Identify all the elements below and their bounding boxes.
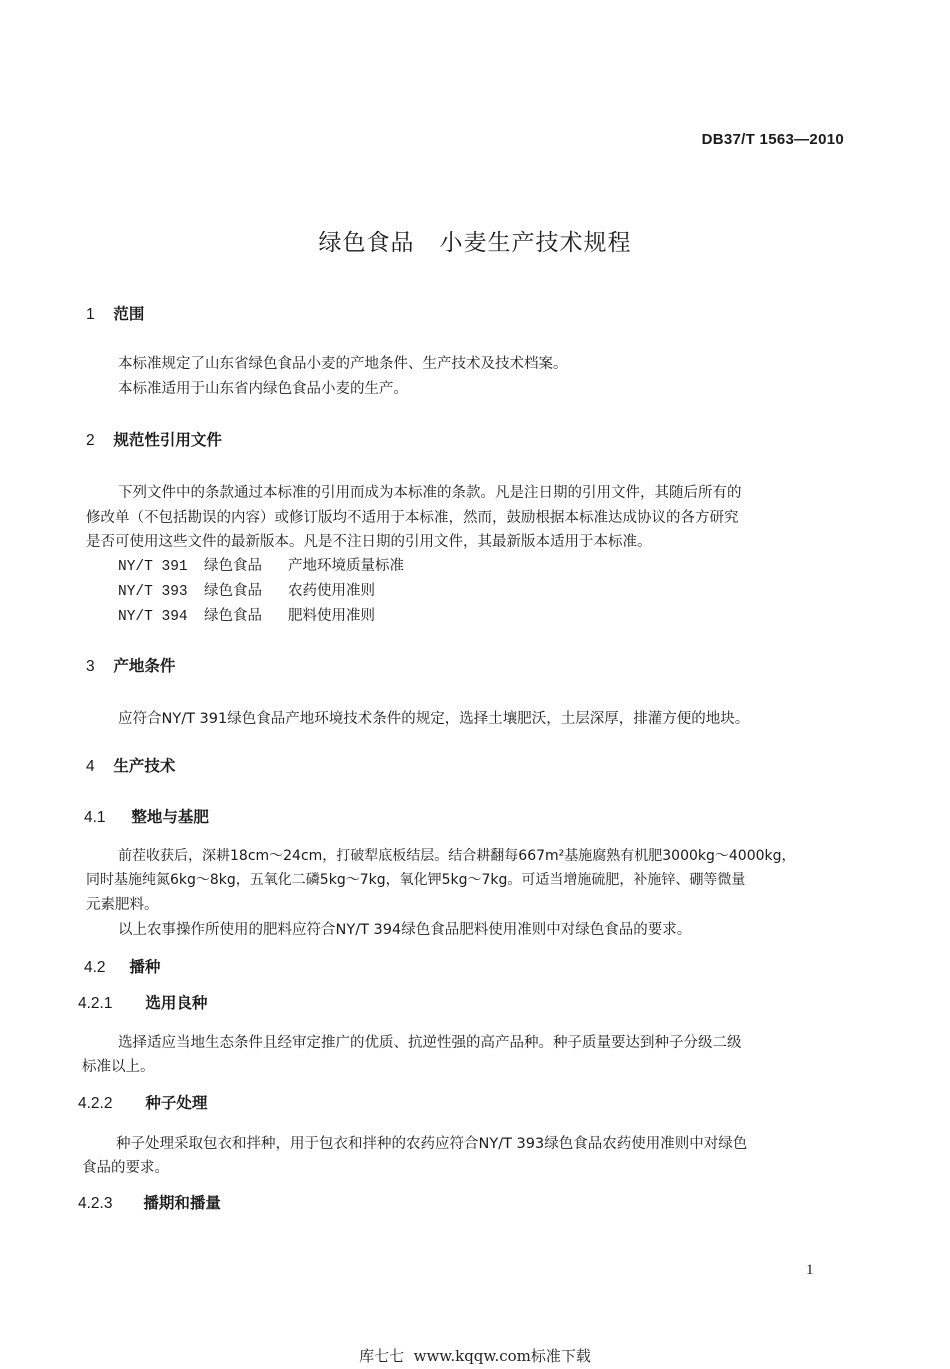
section-2-heading <box>86 428 222 450</box>
section-number: 4.2.3 <box>78 1195 113 1212</box>
paragraph: 本标准适用于山东省内绿色食品小麦的生产。 <box>118 381 408 397</box>
section-title: 规范性引用文件 <box>113 431 222 449</box>
section-title: 选用良种 <box>145 994 208 1012</box>
section-title: 范围 <box>113 305 145 323</box>
section-4-heading <box>86 754 175 776</box>
section-number: 4.2.1 <box>78 995 113 1012</box>
page-number: 1 <box>806 1262 814 1278</box>
paragraph-line: 下列文件中的条款通过本标准的引用而成为本标准的条款。凡是注日期的引用文件，其随后所有的 <box>118 485 742 501</box>
section-number: 2 <box>86 432 95 449</box>
section-title: 产地条件 <box>113 657 176 675</box>
reference-code: NY/T 394 <box>118 609 188 625</box>
paragraph: 应符合NY/T 391绿色食品产地环境技术条件的规定，选择土壤肥沃，土层深厚，排灌方便的地块。 <box>118 711 750 727</box>
reference-category: 绿色食品 <box>204 583 262 599</box>
section-number: 4.2 <box>84 959 106 976</box>
section-title: 播期和播量 <box>143 1194 221 1212</box>
subsection-4-1-heading <box>84 805 209 827</box>
section-number: 4.1 <box>84 809 106 826</box>
paragraph: 本标准规定了山东省绿色食品小麦的产地条件、生产技术及技术档案。 <box>118 356 568 372</box>
reference-item <box>118 579 375 600</box>
subsection-4-2-3-heading <box>78 1191 221 1213</box>
reference-item <box>118 604 375 625</box>
document-title: 绿色食品 小麦生产技术规程 <box>318 230 632 256</box>
section-1-heading <box>86 302 144 324</box>
section-title: 播种 <box>129 958 161 976</box>
section-number: 4 <box>86 758 95 775</box>
paragraph-line: 食品的要求。 <box>82 1160 169 1176</box>
paragraph-line: 修改单（不包括勘误的内容）或修订版均不适用于本标准，然而，鼓励根据本标准达成协议的各方研究 <box>86 510 739 526</box>
paragraph-line: 标准以上。 <box>82 1059 155 1075</box>
reference-category: 绿色食品 <box>204 608 262 624</box>
paragraph: 以上农事操作所使用的肥料应符合NY/T 394绿色食品肥料使用准则中对绿色食品的要求。 <box>118 922 692 938</box>
footer-watermark: 库七七 www.kqqw.com标准下载 <box>359 1347 591 1365</box>
paragraph-line: 种子处理采取包衣和拌种，用于包衣和拌种的农药应符合NY/T 393绿色食品农药使用准则中对绿色 <box>116 1136 748 1152</box>
reference-title: 产地环境质量标准 <box>288 558 404 574</box>
subsection-4-2-1-heading <box>78 991 207 1013</box>
paragraph-line: 前茬收获后，深耕18cm～24cm，打破犁底板结层。结合耕翻每667m²基施腐熟有机肥3000kg～4000kg， <box>118 848 796 864</box>
reference-item <box>118 554 404 575</box>
section-number: 4.2.2 <box>78 1095 113 1112</box>
section-title: 整地与基肥 <box>131 808 209 826</box>
paragraph-line: 同时基施纯氮6kg～8kg，五氧化二磷5kg～7kg，氧化钾5kg～7kg。可适当增施硫肥，补施锌、硼等微量 <box>86 872 746 888</box>
section-title: 生产技术 <box>113 757 176 775</box>
reference-code: NY/T 391 <box>118 559 188 575</box>
paragraph-line: 元素肥料。 <box>86 897 159 913</box>
section-number: 3 <box>86 658 95 675</box>
paragraph-line: 是否可使用这些文件的最新版本。凡是不注日期的引用文件，其最新版本适用于本标准。 <box>86 534 652 550</box>
section-3-heading <box>86 654 175 676</box>
standard-code: DB37/T 1563—2010 <box>701 131 844 148</box>
reference-code: NY/T 393 <box>118 584 188 600</box>
section-number: 1 <box>86 306 95 323</box>
reference-title: 农药使用准则 <box>288 583 375 599</box>
reference-category: 绿色食品 <box>204 558 262 574</box>
reference-title: 肥料使用准则 <box>288 608 375 624</box>
section-title: 种子处理 <box>145 1094 208 1112</box>
subsection-4-2-heading <box>84 955 160 977</box>
subsection-4-2-2-heading <box>78 1091 207 1113</box>
paragraph-line: 选择适应当地生态条件且经审定推广的优质、抗逆性强的高产品种。种子质量要达到种子分级二级 <box>118 1035 742 1051</box>
